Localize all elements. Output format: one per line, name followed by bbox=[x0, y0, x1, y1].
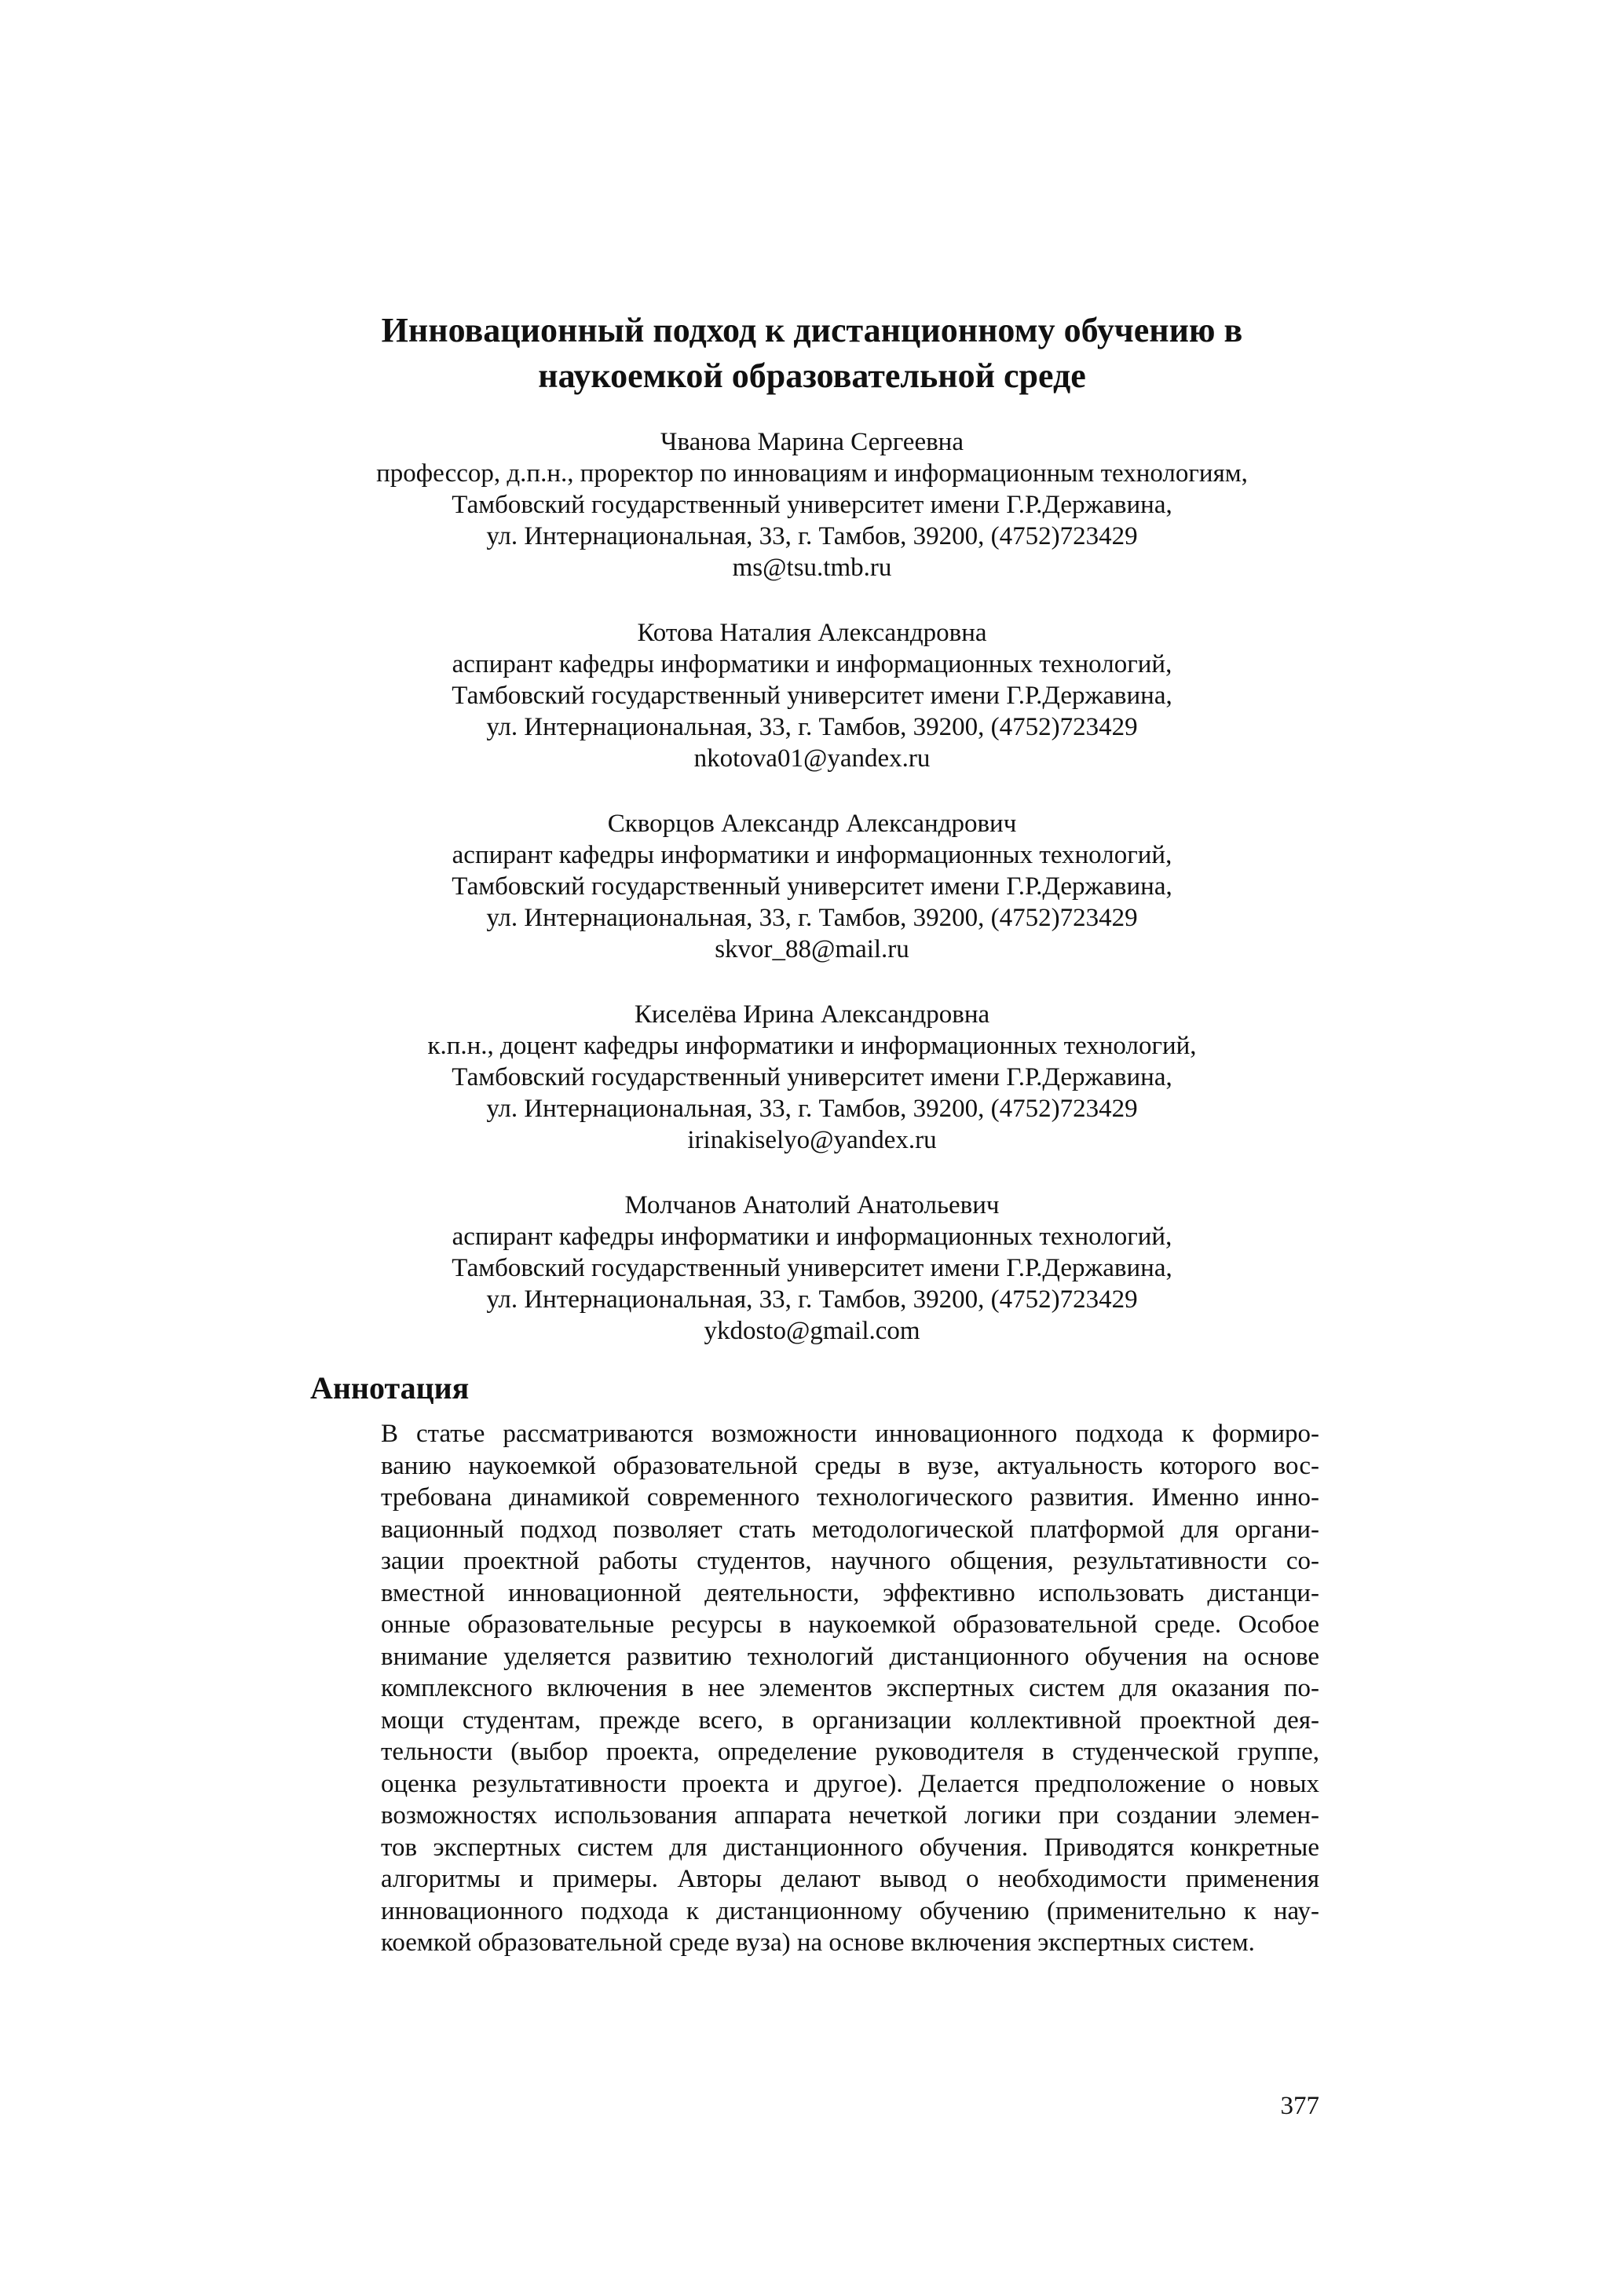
annotation-body bbox=[381, 1418, 1319, 1959]
author-email: skvor_88@mail.ru bbox=[715, 935, 909, 963]
author-name: Молчанов Анатолий Анатольевич bbox=[624, 1191, 1000, 1219]
annotation-line: внимание уделяется развитию технологий дистанционного обучения на основе bbox=[381, 1642, 1319, 1671]
annotation-line: вместной инновационной деятельности, эффективно использовать дистанци- bbox=[381, 1578, 1319, 1607]
title-line: Инновационный подход к дистанционному обучению в bbox=[381, 311, 1243, 349]
author-name: Чванова Марина Сергеевна bbox=[660, 428, 964, 456]
author-position: профессор, д.п.н., проректор по инновациям и информационным технологиям, bbox=[376, 459, 1248, 488]
author-address: ул. Интернациональная, 33, г. Тамбов, 39200, (4752)723429 bbox=[486, 1285, 1138, 1314]
author-address: ул. Интернациональная, 33, г. Тамбов, 39200, (4752)723429 bbox=[486, 904, 1138, 932]
annotation-line: оценка результативности проекта и другое). Делается предположение о новых bbox=[381, 1769, 1319, 1798]
annotation-line: алгоритмы и примеры. Авторы делают вывод о необходимости применения bbox=[381, 1865, 1319, 1893]
author-position: аспирант кафедры информатики и информационных технологий, bbox=[452, 650, 1172, 678]
author-email: ykdosto@gmail.com bbox=[704, 1317, 920, 1345]
author-email: irinakiselyo@yandex.ru bbox=[687, 1126, 937, 1154]
author-name: Киселёва Ирина Александровна bbox=[634, 1000, 990, 1029]
annotation-line: комплексного включения в нее элементов экспертных систем для оказания по- bbox=[381, 1674, 1319, 1702]
author-block bbox=[236, 808, 1388, 965]
author-affiliation: Тамбовский государственный университет имени Г.Р.Державина, bbox=[452, 1254, 1172, 1282]
title-line: наукоемкой образовательной среде bbox=[538, 356, 1086, 395]
author-affiliation: Тамбовский государственный университет имени Г.Р.Державина, bbox=[452, 1063, 1172, 1091]
annotation-line: ванию наукоемкой образовательной среды в вузе, актуальность которого вос- bbox=[381, 1451, 1319, 1480]
author-block bbox=[236, 617, 1388, 774]
annotation-line: коемкой образовательной среде вуза) на основе включения экспертных систем. bbox=[381, 1929, 1255, 1957]
author-name: Скворцов Александр Александрович bbox=[607, 810, 1017, 838]
annotation-line: онные образовательные ресурсы в наукоемкой образовательной среде. Особое bbox=[381, 1610, 1319, 1639]
author-block bbox=[236, 426, 1388, 583]
author-address: ул. Интернациональная, 33, г. Тамбов, 39200, (4752)723429 bbox=[486, 713, 1138, 741]
annotation-line: зации проектной работы студентов, научного общения, результативности со- bbox=[381, 1547, 1319, 1575]
annotation-heading: Аннотация bbox=[310, 1370, 470, 1406]
annotation-line: инновационного подхода к дистанционному обучению (применительно к нау- bbox=[381, 1896, 1319, 1925]
author-position: аспирант кафедры информатики и информационных технологий, bbox=[452, 841, 1172, 869]
annotation-line: В статье рассматриваются возможности инновационного подхода к формиро- bbox=[381, 1420, 1319, 1448]
author-email: ms@tsu.tmb.ru bbox=[732, 554, 892, 582]
author-email: nkotova01@yandex.ru bbox=[693, 744, 931, 773]
author-affiliation: Тамбовский государственный университет имени Г.Р.Державина, bbox=[452, 491, 1172, 519]
paper-title bbox=[236, 308, 1388, 399]
annotation-line: тельности (выбор проекта, определение руководителя в студенческой группе, bbox=[381, 1738, 1319, 1766]
author-block bbox=[236, 1190, 1388, 1347]
author-position: аспирант кафедры информатики и информационных технологий, bbox=[452, 1223, 1172, 1251]
author-block bbox=[236, 999, 1388, 1156]
annotation-line: возможностях использования аппарата нечеткой логики при создании элемен- bbox=[381, 1801, 1319, 1830]
annotation-line: требована динамикой современного технологического развития. Именно инно- bbox=[381, 1483, 1319, 1512]
annotation-line: мощи студентам, прежде всего, в организации коллективной проектной дея- bbox=[381, 1706, 1319, 1735]
author-list bbox=[236, 426, 1388, 1380]
author-address: ул. Интернациональная, 33, г. Тамбов, 39200, (4752)723429 bbox=[486, 1095, 1138, 1123]
author-affiliation: Тамбовский государственный университет имени Г.Р.Державина, bbox=[452, 872, 1172, 901]
annotation-line: вационный подход позволяет стать методологической платформой для органи- bbox=[381, 1515, 1319, 1544]
page-number: 377 bbox=[1280, 2092, 1319, 2120]
author-position: к.п.н., доцент кафедры информатики и информационных технологий, bbox=[427, 1032, 1197, 1060]
author-address: ул. Интернациональная, 33, г. Тамбов, 39200, (4752)723429 bbox=[486, 522, 1138, 550]
author-affiliation: Тамбовский государственный университет имени Г.Р.Державина, bbox=[452, 682, 1172, 710]
annotation-line: тов экспертных систем для дистанционного обучения. Приводятся конкретные bbox=[381, 1833, 1319, 1862]
author-name: Котова Наталия Александровна bbox=[637, 619, 987, 647]
